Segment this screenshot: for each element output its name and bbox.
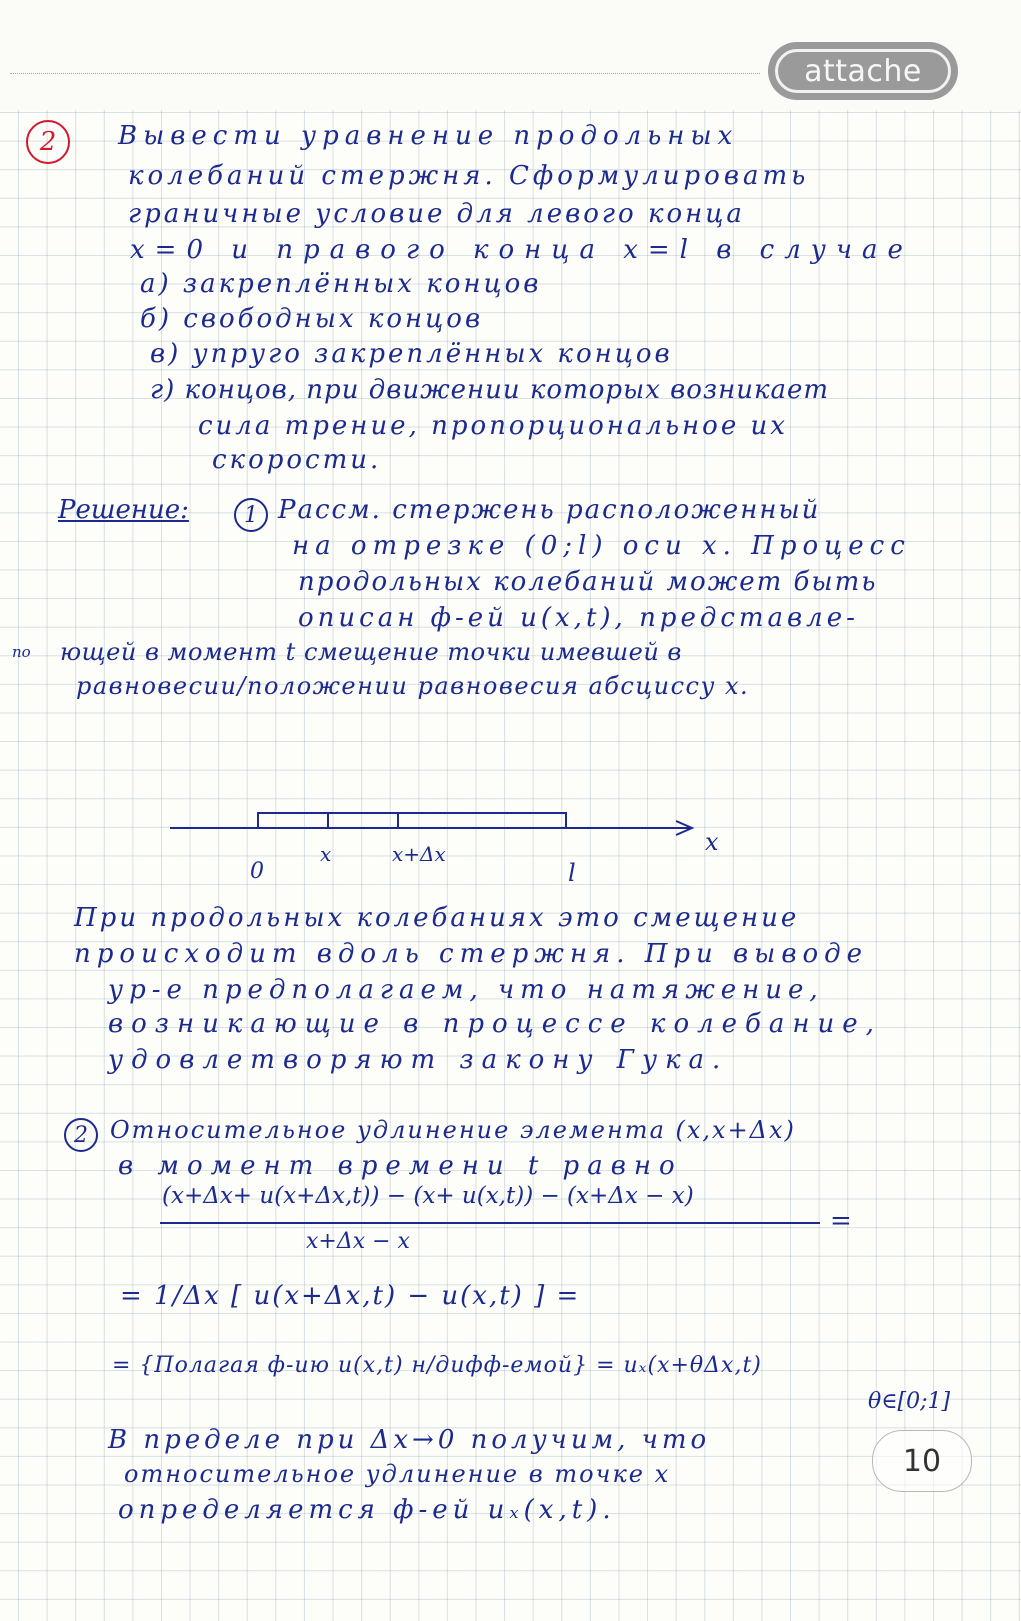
step1-line-5: ющей в момент t смещение точки имевшей в [60, 638, 682, 666]
statement-line-4: x=0 и правого конца x=l в случае [130, 235, 913, 265]
margin-note: по [12, 643, 31, 661]
rod-diagram [170, 795, 750, 895]
equation-line-2: = 1/Δx [ u(x+Δx,t) − u(x,t) ] = [120, 1281, 581, 1311]
fraction-equals: = [830, 1206, 852, 1236]
solution-label: Решение: [58, 495, 189, 525]
statement-line-5: а) закреплённых концов [140, 269, 542, 299]
step2-line-2: в момент времени t равно [118, 1151, 683, 1181]
step2-line-1: Относительное удлинение элемента (x,x+Δx) [110, 1116, 796, 1144]
axis-label: x [705, 828, 719, 856]
statement-line-1: Вывести уравнение продольных [118, 121, 739, 151]
step-1-number: 1 [234, 498, 268, 532]
statement-line-8: г) концов, при движении которых возникает [150, 375, 830, 405]
paragraph-line-1: При продольных колебаниях это смещение [74, 903, 800, 933]
statement-line-3: граничные условие для левого конца [128, 199, 745, 229]
statement-line-9: сила трение, пропорциональное их [198, 411, 788, 441]
task-number-badge: 2 [26, 120, 70, 164]
fraction-denominator: x+Δx − x [306, 1229, 410, 1254]
paragraph-line-5: удовлетворяют закону Гука. [108, 1045, 729, 1075]
step1-line-3: продольных колебаний может быть [298, 567, 878, 597]
step1-line-1: Рассм. стержень расположенный [278, 495, 821, 525]
brand-logo [768, 42, 958, 100]
conclusion-line-3: определяется ф-ей uₓ(x,t). [118, 1495, 616, 1525]
equation-line-3: = {Полагая ф-ию u(x,t) н/дифф-емой} = uₓ(x+θΔx,t) [112, 1353, 762, 1378]
rod-shape [258, 813, 566, 828]
tick-label-x-plus-dx: x+Δx [392, 842, 446, 866]
statement-line-7: в) упруго закреплённых концов [150, 339, 673, 369]
paragraph-line-3: ур-е предполагаем, что натяжение, [108, 975, 824, 1005]
step-2-number: 2 [64, 1118, 98, 1152]
tick-label-x: x [320, 842, 332, 866]
dotted-header-line [10, 73, 760, 74]
conclusion-line-1: В пределе при Δx→0 получим, что [108, 1425, 711, 1455]
step1-line-6: равновесии/положении равновесия абсциссу x. [76, 672, 750, 700]
step1-line-2: на отрезке (0;l) оси x. Процесс [292, 531, 911, 561]
statement-line-10: скорости. [212, 445, 382, 475]
fraction-numerator: (x+Δx+ u(x+Δx,t)) − (x+ u(x,t)) − (x+Δx − x) [162, 1183, 694, 1209]
statement-line-2: колебаний стержня. Сформулировать [128, 161, 810, 191]
conclusion-line-2: относительное удлинение в точке x [124, 1460, 671, 1488]
paragraph-line-2: происходит вдоль стержня. При выводе [74, 939, 869, 969]
step1-line-4: описан ф-ей u(x,t), представле- [298, 603, 859, 633]
fraction-bar [160, 1222, 820, 1224]
tick-label-l: l [568, 859, 576, 887]
page-number-badge: 10 [872, 1430, 972, 1492]
paragraph-line-4: возникающие в процессе колебание, [108, 1009, 882, 1039]
logo-text: attache [775, 49, 951, 93]
theta-range: θ∈[0;1] [868, 1389, 951, 1414]
tick-label-0: 0 [250, 859, 264, 884]
statement-line-6: б) свободных концов [140, 304, 484, 334]
